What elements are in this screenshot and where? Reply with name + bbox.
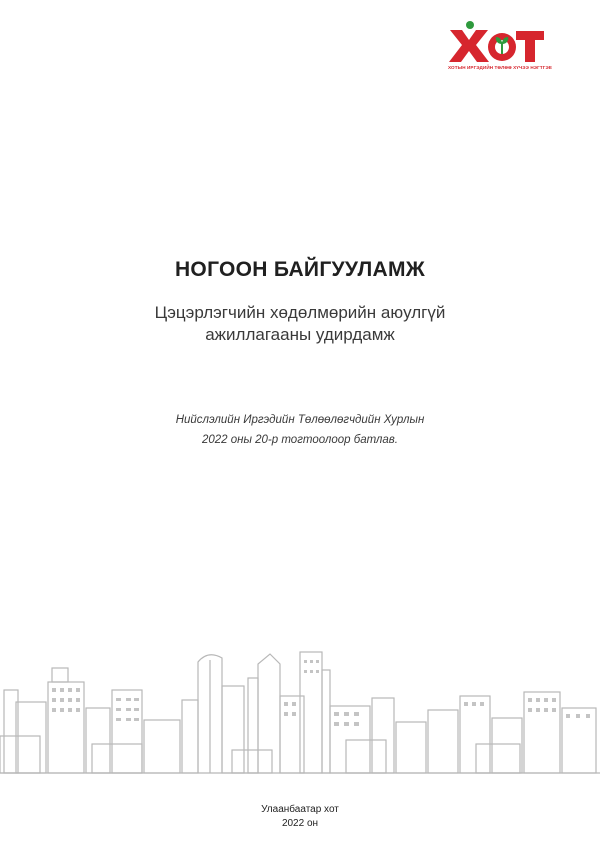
logo-tagline: ХОТЫН ИРГЭДИЙН ТӨЛӨӨ ХҮЧЭЭ НЭГТГЭЕ xyxy=(448,65,553,70)
hot-logo xyxy=(448,20,553,76)
hot-wordmark xyxy=(448,20,546,64)
footer-place: Улаанбаатар хот xyxy=(261,804,339,815)
footer-year: 2022 он xyxy=(281,818,319,829)
document-title: НОГООН БАЙГУУЛАМЖ xyxy=(174,258,426,281)
approval-line-1: Нийслэлийн Иргэдийн Төлөөлөгчдийн Хурлын xyxy=(175,414,425,426)
footer xyxy=(0,803,600,831)
approval-line-2: 2022 оны 20-р тогтоолоор батлав. xyxy=(201,434,399,446)
city-skyline-illustration xyxy=(0,640,600,775)
approval-note xyxy=(0,410,600,450)
subtitle-line-1: Цэцэрлэгчийн хөдөлмөрийн аюулгүй xyxy=(154,303,446,322)
subtitle-line-2: ажиллагааны удирдамж xyxy=(205,325,395,344)
document-subtitle xyxy=(0,302,600,346)
